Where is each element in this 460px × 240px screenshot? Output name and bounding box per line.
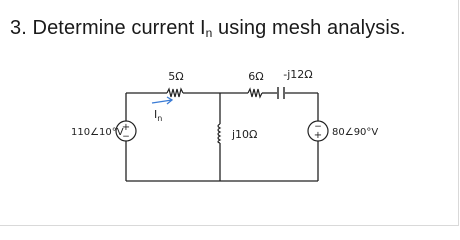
current-arrow-icon [152,97,172,104]
circuit-wires [126,93,318,181]
current-label: $I_n$ [154,108,163,123]
source-right-label: 80∠90°V [332,127,379,138]
capacitor-label: -j12Ω [283,68,313,81]
question-prefix: 3. Determine current I [10,17,206,39]
source-left-minus: − [122,132,130,142]
source-right-plus: + [313,130,323,141]
inductor-icon [218,124,220,143]
resistor-6-label: 6Ω [248,70,264,83]
resistor-5-label: 5Ω [168,70,184,83]
source-right-minus: − [314,122,322,132]
resistor-6-ohm [248,89,262,97]
question-suffix: using mesh analysis. [212,17,406,39]
source-left-label: 110∠10°V [71,127,124,138]
capacitor-icon [278,87,284,99]
question-subscript: n [205,26,213,40]
resistor-5-ohm [167,89,183,97]
source-left-plus: + [121,122,131,133]
inductor-label: j10Ω [232,128,258,141]
